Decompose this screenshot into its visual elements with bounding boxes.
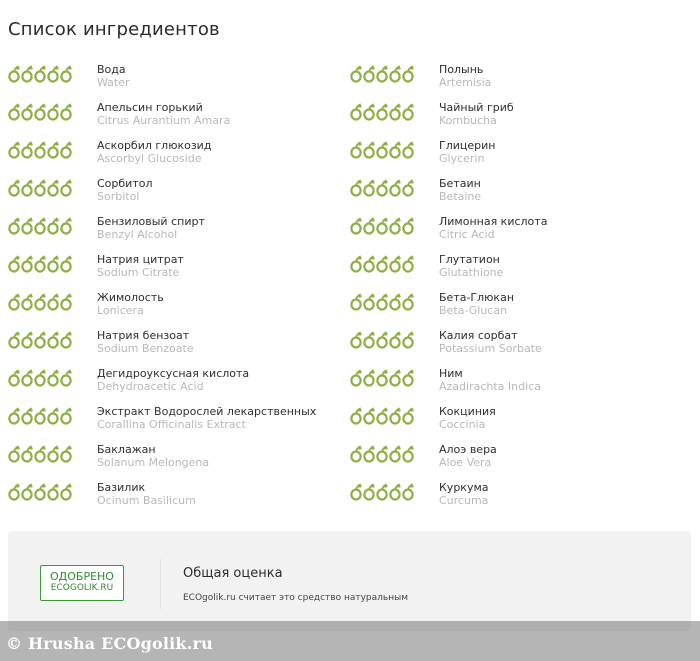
ingredient-name-ru: Апельсин горький [97, 101, 203, 114]
ingredient-names [439, 329, 542, 355]
olive-icon [9, 485, 19, 500]
ingredient-item[interactable] [0, 249, 345, 287]
ingredient-name-latin: Azadirachta Indica [439, 380, 541, 393]
stamp-title: ОДОБРЕНО [50, 570, 114, 583]
watermark: © Hrusha ECOgolik.ru [6, 634, 213, 653]
olive-icon [364, 105, 374, 120]
ingredient-names [97, 177, 153, 203]
ingredient-name-latin: Sodium Citrate [97, 266, 180, 279]
olive-icon [377, 143, 387, 158]
ingredient-name-latin: Aloe Vera [439, 456, 492, 469]
olive-icon [351, 143, 361, 158]
ingredient-name-latin: Kombucha [439, 114, 497, 127]
ingredients-column-right [342, 59, 687, 515]
approved-stamp [40, 565, 124, 601]
ingredient-rating [350, 103, 414, 121]
overall-rating-panel [8, 531, 691, 631]
olive-icon [377, 447, 387, 462]
olive-icon [35, 485, 45, 500]
olive-icon [35, 447, 45, 462]
ingredient-names [439, 139, 495, 165]
olive-icon [364, 409, 374, 424]
ingredient-item[interactable] [0, 325, 345, 363]
olive-icon [390, 181, 400, 196]
olive-icon [390, 447, 400, 462]
olive-icon [61, 105, 71, 120]
olive-icon [364, 67, 374, 82]
ingredient-name-latin: Lonicera [97, 304, 144, 317]
ingredient-names [439, 63, 491, 89]
olive-icon [9, 257, 19, 272]
ingredient-name-ru: Бетаин [439, 177, 481, 190]
olive-icon [390, 409, 400, 424]
olive-icon [390, 295, 400, 310]
olive-icon [48, 333, 58, 348]
ingredient-item[interactable] [342, 173, 687, 211]
ingredient-rating [8, 293, 72, 311]
olive-icon [35, 257, 45, 272]
ingredient-name-latin: Artemisia [439, 76, 492, 89]
ingredient-name-ru: Куркума [439, 481, 489, 494]
ingredients-list [0, 59, 700, 515]
ingredient-name-ru: Бензиловый спирт [97, 215, 205, 228]
olive-icon [351, 257, 361, 272]
ingredient-rating [350, 293, 414, 311]
olive-icon [22, 219, 32, 234]
olive-icon [364, 257, 374, 272]
ingredient-name-latin: Water [97, 76, 130, 89]
olive-icon [48, 409, 58, 424]
olive-icon [35, 181, 45, 196]
olive-icon [403, 333, 413, 348]
olive-icon [35, 295, 45, 310]
ingredient-rating [8, 255, 72, 273]
olive-icon [390, 333, 400, 348]
olive-icon [390, 371, 400, 386]
olive-icon [48, 257, 58, 272]
olive-icon [9, 333, 19, 348]
ingredient-item[interactable] [0, 439, 345, 477]
ingredient-item[interactable] [342, 477, 687, 515]
olive-icon [377, 219, 387, 234]
ingredient-item[interactable] [342, 287, 687, 325]
ingredient-name-latin: Betaine [439, 190, 482, 203]
ingredient-name-ru: Дегидроуксусная кислота [97, 367, 250, 380]
ingredient-rating [8, 179, 72, 197]
olive-icon [377, 333, 387, 348]
ingredient-rating [8, 217, 72, 235]
olive-icon [351, 219, 361, 234]
ingredient-item[interactable] [0, 363, 345, 401]
ingredient-rating [350, 483, 414, 501]
olive-icon [9, 143, 19, 158]
olive-icon [390, 105, 400, 120]
olive-icon [403, 295, 413, 310]
ingredient-rating [350, 445, 414, 463]
olive-icon [22, 447, 32, 462]
ingredient-rating [350, 331, 414, 349]
ingredient-item[interactable] [342, 249, 687, 287]
ingredient-names [97, 329, 194, 355]
olive-icon [403, 485, 413, 500]
ingredient-name-ru: Вода [97, 63, 126, 76]
ingredient-item[interactable] [342, 439, 687, 477]
olive-icon [35, 333, 45, 348]
ingredient-name-latin: Curcuma [439, 494, 489, 507]
olive-icon [22, 371, 32, 386]
verdict-title: Общая оценка [183, 566, 283, 581]
olive-icon [22, 485, 32, 500]
olive-icon [351, 181, 361, 196]
olive-icon [403, 181, 413, 196]
ingredient-item[interactable] [0, 135, 345, 173]
ingredient-rating [350, 255, 414, 273]
olive-icon [351, 105, 361, 120]
ingredient-rating [350, 369, 414, 387]
ingredient-name-ru: Базилик [97, 481, 146, 494]
olive-icon [351, 295, 361, 310]
ingredient-item[interactable] [342, 363, 687, 401]
ingredient-name-ru: Сорбитол [97, 177, 153, 190]
olive-icon [61, 485, 71, 500]
olive-icon [48, 371, 58, 386]
ingredient-rating [8, 483, 72, 501]
ingredient-name-ru: Лимонная кислота [439, 215, 548, 228]
olive-icon [364, 295, 374, 310]
ingredient-names [97, 405, 316, 431]
ingredient-names [97, 481, 196, 507]
olive-icon [22, 105, 32, 120]
olive-icon [48, 447, 58, 462]
ingredient-names [439, 367, 541, 393]
ingredient-names [97, 63, 130, 89]
olive-icon [22, 143, 32, 158]
olive-icon [61, 447, 71, 462]
ingredient-names [439, 177, 481, 203]
olive-icon [351, 485, 361, 500]
olive-icon [22, 67, 32, 82]
ingredient-item[interactable] [342, 401, 687, 439]
olive-icon [9, 371, 19, 386]
olive-icon [403, 257, 413, 272]
olive-icon [351, 447, 361, 462]
olive-icon [377, 485, 387, 500]
ingredient-names [97, 253, 184, 279]
olive-icon [22, 181, 32, 196]
ingredient-rating [8, 369, 72, 387]
olive-icon [377, 409, 387, 424]
olive-icon [35, 371, 45, 386]
ingredient-name-ru: Экстракт Водорослей лекарственных [97, 405, 317, 418]
ingredient-name-latin: Citric Acid [439, 228, 495, 241]
olive-icon [377, 257, 387, 272]
ingredient-name-ru: Чайный гриб [439, 101, 514, 114]
ingredient-name-ru: Натрия бензоат [97, 329, 190, 342]
ingredient-item[interactable] [0, 173, 345, 211]
olive-icon [351, 409, 361, 424]
olive-icon [403, 219, 413, 234]
ingredient-name-latin: Ocinum Basilicum [97, 494, 196, 507]
olive-icon [377, 181, 387, 196]
olive-icon [351, 333, 361, 348]
olive-icon [403, 105, 413, 120]
olive-icon [9, 219, 19, 234]
olive-icon [35, 219, 45, 234]
verdict-note: ECOgolik.ru считает это средство натуральным [183, 593, 408, 603]
ingredient-names [97, 215, 205, 241]
olive-icon [22, 333, 32, 348]
ingredient-names [439, 215, 547, 241]
ingredient-name-latin: Glycerin [439, 152, 485, 165]
olive-icon [364, 447, 374, 462]
ingredient-name-ru: Бета-Глюкан [439, 291, 515, 304]
ingredient-name-ru: Кокциния [439, 405, 496, 418]
olive-icon [377, 295, 387, 310]
ingredient-names [439, 291, 514, 317]
olive-icon [48, 485, 58, 500]
ingredient-name-ru: Алоэ вера [439, 443, 497, 456]
ingredient-name-latin: Dehydroacetic Acid [97, 380, 204, 393]
ingredient-names [439, 101, 514, 127]
ingredient-name-ru: Натрия цитрат [97, 253, 184, 266]
ingredient-item[interactable] [0, 59, 345, 97]
ingredient-item[interactable] [0, 211, 345, 249]
olive-icon [364, 485, 374, 500]
ingredient-item[interactable] [342, 211, 687, 249]
ingredient-name-ru: Аскорбил глюкозид [97, 139, 212, 152]
ingredient-rating [8, 331, 72, 349]
olive-icon [61, 295, 71, 310]
ingredient-name-latin: Sodium Benzoate [97, 342, 194, 355]
olive-icon [61, 67, 71, 82]
ingredient-names [97, 443, 209, 469]
olive-icon [364, 143, 374, 158]
page-title: Список ингредиентов [8, 19, 220, 40]
olive-icon [9, 67, 19, 82]
ingredient-rating [350, 407, 414, 425]
ingredient-item[interactable] [342, 325, 687, 363]
ingredient-name-latin: Benzyl Alcohol [97, 228, 178, 241]
ingredient-name-ru: Глутатион [439, 253, 500, 266]
ingredient-names [97, 139, 211, 165]
olive-icon [61, 333, 71, 348]
olive-icon [377, 67, 387, 82]
ingredient-names [439, 481, 489, 507]
olive-icon [390, 219, 400, 234]
ingredient-rating [8, 65, 72, 83]
ingredient-name-ru: Ним [439, 367, 463, 380]
ingredient-name-latin: Coccinia [439, 418, 486, 431]
olive-icon [9, 409, 19, 424]
olive-icon [61, 219, 71, 234]
ingredient-name-ru: Калия сорбат [439, 329, 518, 342]
olive-icon [9, 447, 19, 462]
ingredient-name-latin: Glutathione [439, 266, 504, 279]
olive-icon [35, 143, 45, 158]
olive-icon [364, 333, 374, 348]
ingredient-name-ru: Жимолость [97, 291, 164, 304]
olive-icon [403, 409, 413, 424]
ingredient-name-ru: Баклажан [97, 443, 156, 456]
olive-icon [35, 67, 45, 82]
olive-icon [61, 409, 71, 424]
olive-icon [35, 105, 45, 120]
ingredient-name-latin: Solanum Melongena [97, 456, 210, 469]
olive-icon [9, 105, 19, 120]
olive-icon [61, 257, 71, 272]
ingredient-item[interactable] [0, 97, 345, 135]
olive-icon [403, 447, 413, 462]
ingredient-item[interactable] [342, 135, 687, 173]
olive-icon [390, 257, 400, 272]
olive-icon [61, 181, 71, 196]
ingredient-rating [8, 141, 72, 159]
olive-icon [9, 295, 19, 310]
ingredient-rating [8, 407, 72, 425]
stamp-site: ECOGOLIK.RU [50, 583, 114, 593]
olive-icon [364, 181, 374, 196]
olive-icon [35, 409, 45, 424]
olive-icon [403, 67, 413, 82]
ingredient-name-ru: Глицерин [439, 139, 496, 152]
olive-icon [351, 67, 361, 82]
olive-icon [48, 67, 58, 82]
ingredient-name-latin: Ascorbyl Glucoside [97, 152, 202, 165]
olive-icon [22, 409, 32, 424]
ingredient-rating [350, 179, 414, 197]
olive-icon [403, 371, 413, 386]
ingredient-name-latin: Citrus Aurantium Amara [97, 114, 231, 127]
olive-icon [364, 371, 374, 386]
ingredient-names [97, 101, 230, 127]
ingredient-item[interactable] [342, 59, 687, 97]
ingredient-rating [350, 217, 414, 235]
ingredient-name-latin: Sorbitol [97, 190, 140, 203]
ingredient-item[interactable] [342, 97, 687, 135]
olive-icon [22, 257, 32, 272]
ingredient-item[interactable] [0, 401, 345, 439]
ingredient-names [439, 443, 497, 469]
olive-icon [48, 105, 58, 120]
ingredient-names [97, 291, 164, 317]
ingredient-names [439, 253, 503, 279]
olive-icon [390, 485, 400, 500]
olive-icon [48, 181, 58, 196]
olive-icon [377, 105, 387, 120]
olive-icon [403, 143, 413, 158]
olive-icon [48, 143, 58, 158]
ingredient-name-latin: Corallina Officinalis Extract [97, 418, 246, 431]
olive-icon [9, 181, 19, 196]
olive-icon [351, 371, 361, 386]
ingredients-column-left [0, 59, 345, 515]
divider [160, 559, 161, 609]
ingredient-rating [8, 445, 72, 463]
ingredient-name-latin: Beta-Glucan [439, 304, 508, 317]
ingredient-item[interactable] [0, 287, 345, 325]
olive-icon [22, 295, 32, 310]
ingredient-names [439, 405, 496, 431]
ingredient-rating [350, 141, 414, 159]
ingredient-name-latin: Potassium Sorbate [439, 342, 542, 355]
olive-icon [61, 371, 71, 386]
olive-icon [390, 67, 400, 82]
ingredient-item[interactable] [0, 477, 345, 515]
olive-icon [390, 143, 400, 158]
ingredient-names [97, 367, 249, 393]
olive-icon [48, 295, 58, 310]
olive-icon [364, 219, 374, 234]
ingredient-rating [8, 103, 72, 121]
ingredient-name-ru: Полынь [439, 63, 484, 76]
olive-icon [377, 371, 387, 386]
olive-icon [48, 219, 58, 234]
ingredient-rating [350, 65, 414, 83]
olive-icon [61, 143, 71, 158]
